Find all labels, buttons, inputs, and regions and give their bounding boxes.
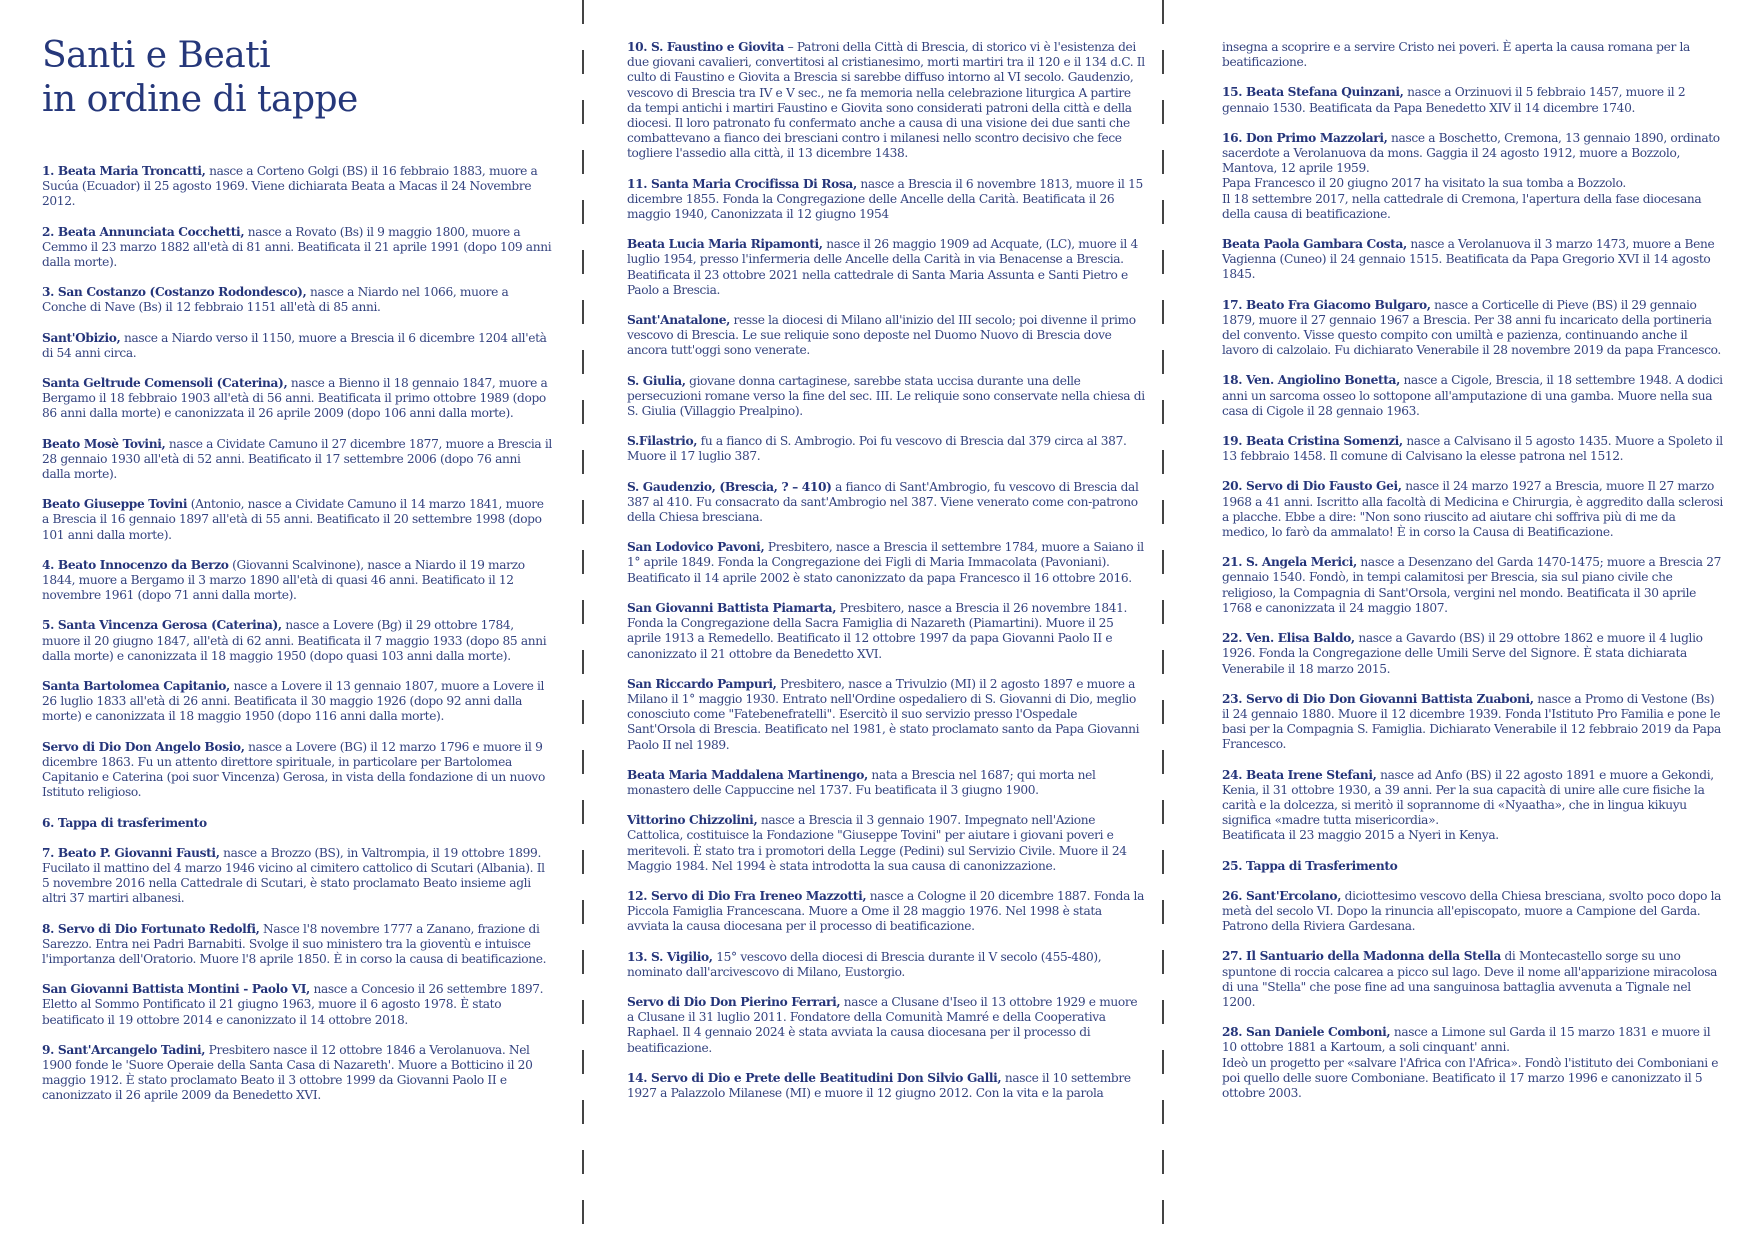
fold-dash xyxy=(1162,400,1164,424)
fold-dash xyxy=(582,200,584,224)
title-line-2: in ordine di tappe xyxy=(42,79,358,120)
fold-dash xyxy=(582,750,584,774)
entry-name: 21. S. Angela Merici, xyxy=(1222,555,1357,570)
entry-name: 5. Santa Vincenza Gerosa (Caterina), xyxy=(42,618,282,633)
entry-name: Sant'Obizio, xyxy=(42,330,121,345)
entry xyxy=(42,816,552,831)
entry-text: nasce a Niardo nel 1066, muore a Conche di Nave (Bs) il 12 febbraio 1151 all'età di 85 anni. xyxy=(42,285,509,315)
entry-name: 26. Sant'Ercolano, xyxy=(1222,888,1342,903)
entry xyxy=(627,177,1147,223)
fold-dash xyxy=(582,1150,584,1174)
entry-text: 15° vescovo della diocesi di Brescia durante il V secolo (455-480), nominato dall'arcivescovo di Milano, Eustorgio. xyxy=(627,949,1102,979)
entry-name: Vittorino Chizzolini, xyxy=(627,813,758,828)
fold-dash xyxy=(582,400,584,424)
entry xyxy=(627,950,1147,980)
entry-name: San Lodovico Pavoni, xyxy=(627,540,765,555)
fold-dash xyxy=(582,350,584,374)
fold-dash xyxy=(1162,50,1164,74)
fold-dash xyxy=(1162,900,1164,924)
entry xyxy=(1222,768,1724,844)
entry-text: nasce a Lovere (Bg) il 29 ottobre 1784, muore il 20 giugno 1847, all'età di 62 anni. Beatificata il 7 maggio 1933 (dopo 85 anni dalla morte) e canonizzata il 18 maggio 1950 (dopo quasi 103 anni dalla morte). xyxy=(42,618,547,663)
fold-dash xyxy=(1162,800,1164,824)
entry-text: nasce a Promo di Vestone (Bs) il 24 gennaio 1880. Muore il 12 dicembre 1939. Fonda l'Istituto Pro Familia e pone le basi per la Compagnia S. Famiglia. Dichiarato Venerabile il 12 febbraio 2019 da Papa Francesco. xyxy=(1222,691,1721,752)
entry xyxy=(42,922,552,968)
title-line-1: Santi e Beati xyxy=(42,35,271,76)
entry-name: Beato Mosè Tovini, xyxy=(42,436,166,451)
fold-dash xyxy=(582,650,584,674)
entry-name: S. Gaudenzio, (Brescia, ? – 410) xyxy=(627,479,832,494)
entry xyxy=(1222,298,1724,359)
entry-name: 27. Il Santuario della Madonna della Stella xyxy=(1222,949,1501,964)
entry-text: nasce a Gavardo (BS) il 29 ottobre 1862 e muore il 4 luglio 1926. Fonda la Congregazione delle Umili Serve del Signore. È stata dichiarata Venerabile il 18 marzo 2015. xyxy=(1222,631,1703,676)
fold-dash xyxy=(1162,550,1164,574)
entry-name: San Riccardo Pampuri, xyxy=(627,676,777,691)
entry-name: 3. San Costanzo (Costanzo Rodondesco), xyxy=(42,285,307,300)
entry-name: Santa Bartolomea Capitanio, xyxy=(42,679,230,694)
fold-dash xyxy=(582,850,584,874)
fold-dash xyxy=(582,500,584,524)
entry-text: nasce a Concesio il 26 settembre 1897. Eletto al Sommo Pontificato il 21 giugno 1963, muore il 6 agosto 1978. È stato beatificato il 19 ottobre 2014 e canonizzato il 14 ottobre 2018. xyxy=(42,982,544,1027)
entry-name: Beata Maria Maddalena Martinengo, xyxy=(627,767,868,782)
entry xyxy=(1222,434,1724,464)
fold-dash xyxy=(1162,1200,1164,1224)
entry-text: nasce il 24 marzo 1927 a Brescia, muore Il 27 marzo 1968 a 41 anni. Iscritto alla facoltà di Medicina e Chirurgia, è aggredito dalla sclerosi a placche. Ebbe a dire: "Non sono riuscito ad aiutare chi soffriva più di me da medico, lo farò da ammalato! È in corso la Causa di Beatificazione. xyxy=(1222,479,1723,540)
fold-dash xyxy=(582,50,584,74)
entry-name: 11. Santa Maria Crocifissa Di Rosa, xyxy=(627,176,857,191)
fold-dash xyxy=(582,1100,584,1124)
fold-dash xyxy=(1162,300,1164,324)
entry-text: resse la diocesi di Milano all'inizio del III secolo; poi divenne il primo vescovo di Brescia. Le sue reliquie sono deposte nel Duomo Nuovo di Brescia dove ancora tutt'oggi sono venerate. xyxy=(627,313,1136,358)
entry-list-1 xyxy=(42,164,552,1104)
entry-extra-line: Papa Francesco il 20 giugno 2017 ha visitato la sua tomba a Bozzolo. xyxy=(1222,176,1626,191)
entry-text: nasce a Lovere (BG) il 12 marzo 1796 e muore il 9 dicembre 1863. Fu un attento direttore spirituale, in particolare per Bartolomea Capitanio e Caterina (poi suor Vincenza) Gerosa, in vista della fondazione di un nuovo Istituto religioso. xyxy=(42,739,545,800)
entry xyxy=(42,285,552,315)
entry-name: 24. Beata Irene Stefani, xyxy=(1222,767,1377,782)
entry-text: nasce a Niardo verso il 1150, muore a Brescia il 6 dicembre 1204 all'età di 54 anni circa. xyxy=(42,330,547,360)
fold-dash xyxy=(1162,500,1164,524)
entry xyxy=(42,558,552,604)
entry xyxy=(1222,555,1724,616)
entry xyxy=(1222,889,1724,935)
entry-text: nasce il 10 settembre 1927 a Palazzolo Milanese (MI) e muore il 12 giugno 2012. Con la vita e la parola xyxy=(627,1070,1131,1100)
entry-name: 18. Ven. Angiolino Bonetta, xyxy=(1222,373,1400,388)
entry xyxy=(627,677,1147,753)
entry-text: nasce a Brozzo (BS), in Valtrompia, il 19 ottobre 1899. Fucilato il mattino del 4 marzo 1946 vicino al cimitero cattolico di Scutari (Albania). Il 5 novembre 2016 nella Cattedrale di Scutari, è stato proclamato Beato insieme agli altri 37 martiri albanesi. xyxy=(42,845,545,906)
entry-name: 14. Servo di Dio e Prete delle Beatitudini Don Silvio Galli, xyxy=(627,1070,1002,1085)
fold-dash xyxy=(1162,350,1164,374)
entry-name: Beato Giuseppe Tovini xyxy=(42,497,188,512)
entry-text: nasce a Brescia il 6 novembre 1813, muore il 15 dicembre 1855. Fonda la Congregazione delle Ancelle della Carità. Beatificata il 26 maggio 1940, Canonizzata il 12 giugno 1954 xyxy=(627,176,1143,222)
entry xyxy=(1222,85,1724,115)
entry xyxy=(1222,631,1724,677)
fold-dash xyxy=(582,800,584,824)
entry-name: Santa Geltrude Comensoli (Caterina), xyxy=(42,376,288,391)
entry-text: nasce a Lovere il 13 gennaio 1807, muore a Lovere il 26 luglio 1833 all'età di 26 anni. Beatificata il 30 maggio 1926 (dopo 92 anni dalla morte) e canonizzata il 18 maggio 1950 (dopo 116 anni dalla morte). xyxy=(42,679,545,724)
entry-name: S.Filastrio, xyxy=(627,434,698,449)
entry-text: nasce a Boschetto, Cremona, 13 gennaio 1890, ordinato sacerdote a Verolanuova da mons. Gaggia il 24 agosto 1912, muore a Bozzolo, Mantova, 12 aprile 1959. xyxy=(1222,130,1720,176)
entry-name: Sant'Anatalone, xyxy=(627,313,731,328)
entry-text: (Giovanni Scalvinone), nasce a Niardo il 19 marzo 1844, muore a Bergamo il 3 marzo 1890 all'età di quasi 46 anni. Beatificato il 12 novembre 1961 (dopo 71 anni dalla morte). xyxy=(42,557,525,603)
fold-dash xyxy=(1162,1000,1164,1024)
entry-text: nasce a Desenzano del Garda 1470-1475; muore a Brescia 27 gennaio 1540. Fondò, in tempi calamitosi per Brescia, sia sul piano civile che religioso, la Compagnia di Sant'Orsola, vergini nel mondo. Beatificata il 30 aprile 1768 e canonizzata il 24 maggio 1807. xyxy=(1222,555,1722,615)
entry-text: nasce a Cigole, Brescia, il 18 settembre 1948. A dodici anni un sarcoma osseo lo sottopone all'amputazione di una gamba. Muore nella sua casa di Cigole il 28 gennaio 1963. xyxy=(1222,373,1723,418)
entry-name: 28. San Daniele Comboni, xyxy=(1222,1025,1391,1040)
entry-text: insegna a scoprire e a servire Cristo nei poveri. È aperta la causa romana per la beatificazione. xyxy=(1222,40,1690,70)
fold-dash xyxy=(582,100,584,124)
entry-text: nata a Brescia nel 1687; qui morta nel monastero delle Cappuccine nel 1737. Fu beatificata il 3 giugno 1900. xyxy=(627,767,1096,797)
fold-dash xyxy=(1162,600,1164,624)
entry-text: nasce ad Anfo (BS) il 22 agosto 1891 e muore a Gekondi, Kenia, il 31 ottobre 1930, a 39 anni. Per la sua capacità di unire alle cure fisiche la carità e la dolcezza, si meritò il soprannome di «Nyaatha», che in lingua kikuyu significa «madre tutta misericordia». xyxy=(1222,767,1714,828)
entry-text: nasce a Cologne il 20 dicembre 1887. Fonda la Piccola Famiglia Francescana. Muore a Ome il 28 maggio 1976. Nel 1998 è stata avviata la causa diocesana per il processo di beatificazione. xyxy=(627,888,1144,934)
entry-name: 20. Servo di Dio Fausto Gei, xyxy=(1222,479,1402,494)
entry xyxy=(42,331,552,361)
entry-text: Presbitero nasce il 12 ottobre 1846 a Verolanuova. Nel 1900 fonde le 'Suore Operaie della Santa Casa di Nazareth'. Muore a Botticino il 20 maggio 1912. È stato proclamato Beato il 3 ottobre 1999 da Giovanni Paolo II e canonizzato il 26 aprile 2009 da Benedetto XVI. xyxy=(42,1042,533,1103)
entry xyxy=(42,376,552,422)
fold-dash xyxy=(582,1000,584,1024)
fold-dash xyxy=(1162,450,1164,474)
entry-name: 19. Beata Cristina Somenzi, xyxy=(1222,434,1403,449)
entry-text: nasce a Corteno Golgi (BS) il 16 febbraio 1883, muore a Sucúa (Ecuador) il 25 agosto 1969. Viene dichiarata Beata a Macas il 24 Novembre 2012. xyxy=(42,164,538,209)
fold-dash xyxy=(1162,700,1164,724)
entry-text: nasce a Cividate Camuno il 27 dicembre 1877, muore a Brescia il 28 gennaio 1930 all'età di 52 anni. Beatificato il 17 settembre 2006 (dopo 76 anni dalla morte). xyxy=(42,436,552,482)
entry xyxy=(42,1043,552,1104)
entry xyxy=(42,164,552,210)
entry-name: 6. Tappa di trasferimento xyxy=(42,815,207,830)
fold-dash xyxy=(582,250,584,274)
column-1 xyxy=(42,0,552,1119)
fold-dash xyxy=(582,950,584,974)
entry-text: fu a fianco di S. Ambrogio. Poi fu vescovo di Brescia dal 379 circa al 387. Muore il 17 luglio 387. xyxy=(627,434,1127,464)
fold-dash xyxy=(582,550,584,574)
column-3 xyxy=(1222,40,1724,1116)
entry-name: Beata Paola Gambara Costa, xyxy=(1222,237,1407,252)
fold-dash xyxy=(582,300,584,324)
entry-name: 9. Sant'Arcangelo Tadini, xyxy=(42,1042,206,1057)
fold-line-1 xyxy=(582,0,584,1240)
fold-dash xyxy=(582,600,584,624)
entry xyxy=(627,40,1147,162)
entry-text: Presbitero, nasce a Trivulzio (MI) il 2 agosto 1897 e muore a Milano il 1° maggio 1930. Entrato nell'Ordine ospedaliero di S. Giovanni di Dio, meglio conosciuto come "Fatebenefratelli". Esercitò il suo servizio presso l'Ospedale Sant'Orsola di Brescia. Beatificato nel 1981, è stato proclamato santo da Papa Giovanni Paolo II nel 1989. xyxy=(627,676,1140,752)
entry-list-3 xyxy=(1222,40,1724,1101)
entry-text: di Montecastello sorge su uno spuntone di roccia calcarea a picco sul lago. Deve il nome all'apparizione miracolosa di una "Stella" che pose fine ad una sanguinosa battaglia avvenuta a Tignale nel 1200. xyxy=(1222,949,1718,1009)
fold-dash xyxy=(1162,1150,1164,1174)
entry-name: S. Giulia, xyxy=(627,373,686,388)
entry-text: Nasce l'8 novembre 1777 a Zanano, frazione di Sarezzo. Entra nei Padri Barnabiti. Svolge il suo ministero tra la gioventù e intuisce l'importanza dell'Oratorio. Muore l'8 aprile 1850. È in corso la causa di beatificazione. xyxy=(42,921,547,966)
entry-extra-line: Il 18 settembre 2017, nella cattedrale di Cremona, l'apertura della fase diocesana della causa di beatificazione. xyxy=(1222,191,1702,221)
entry-text: nasce a Calvisano il 5 agosto 1435. Muore a Spoleto il 13 febbraio 1458. Il comune di Calvisano la elesse patrona nel 1512. xyxy=(1222,434,1723,464)
entry xyxy=(42,497,552,543)
entry-name: 25. Tappa di Trasferimento xyxy=(1222,858,1398,873)
entry-name: Servo di Dio Don Pierino Ferrari, xyxy=(627,994,841,1009)
fold-line-2 xyxy=(1162,0,1164,1240)
entry-name: 16. Don Primo Mazzolari, xyxy=(1222,130,1388,145)
entry-name: 12. Servo di Dio Fra Ireneo Mazzotti, xyxy=(627,888,867,903)
fold-dash xyxy=(1162,850,1164,874)
entry xyxy=(627,768,1147,798)
fold-dash xyxy=(582,450,584,474)
entry xyxy=(627,601,1147,662)
entry-text: nasce a Verolanuova il 3 marzo 1473, muore a Bene Vagienna (Cuneo) il 24 gennaio 1515. Beatificata da Papa Gregorio XVI il 14 agosto 1845. xyxy=(1222,237,1715,282)
entry-name: 22. Ven. Elisa Baldo, xyxy=(1222,631,1355,646)
entry xyxy=(1222,237,1724,283)
fold-dash xyxy=(1162,150,1164,174)
entry-text: nasce a Limone sul Garda il 15 marzo 1831 e muore il 10 ottobre 1881 a Kartoum, a soli cinquant' anni. xyxy=(1222,1025,1711,1055)
entry-text: nasce a Orzinuovi il 5 febbraio 1457, muore il 2 gennaio 1530. Beatificata da Papa Benedetto XIV il 14 dicembre 1740. xyxy=(1222,85,1686,115)
entry xyxy=(1222,692,1724,753)
fold-dash xyxy=(1162,250,1164,274)
page-title xyxy=(42,34,552,122)
entry xyxy=(42,225,552,271)
entry-name: 15. Beata Stefana Quinzani, xyxy=(1222,85,1404,100)
entry xyxy=(627,480,1147,526)
entry-extra-line: Beatificata il 23 maggio 2015 a Nyeri in Kenya. xyxy=(1222,828,1499,843)
fold-dash xyxy=(582,1200,584,1224)
fold-dash xyxy=(582,1050,584,1074)
entry xyxy=(627,434,1147,464)
fold-dash xyxy=(582,0,584,24)
entry xyxy=(627,313,1147,359)
fold-dash xyxy=(1162,1100,1164,1124)
entry xyxy=(627,374,1147,420)
entry xyxy=(1222,373,1724,419)
entry xyxy=(1222,859,1724,874)
fold-dash xyxy=(1162,100,1164,124)
entry-name: 2. Beata Annunciata Cocchetti, xyxy=(42,224,245,239)
column-2 xyxy=(627,40,1147,1116)
entry-name: 10. S. Faustino e Giovita xyxy=(627,40,785,54)
fold-dash xyxy=(1162,650,1164,674)
entry xyxy=(1222,40,1724,70)
entry-text: Presbitero, nasce a Brescia il 26 novembre 1841. Fonda la Congregazione della Sacra Famiglia di Nazareth (Piamartini). Muore il 25 aprile 1913 a Remedello. Beatificato il 12 ottobre 1997 da papa Giovanni Paolo II e canonizzato il 21 ottobre da Benedetto XVI. xyxy=(627,600,1128,661)
entry-text: nasce a Clusane d'Iseo il 13 ottobre 1929 e muore a Clusane il 31 luglio 2011. Fondatore della Comunità Mamré e della Cooperativa Raphael. Il 4 gennaio 2024 è stata avviata la causa diocesana per il processo di beatificazione. xyxy=(627,994,1138,1055)
entry-text: nasce a Corticelle di Pieve (BS) il 29 gennaio 1879, muore il 27 gennaio 1967 a Brescia. Per 38 anni fu incaricato della portineria del convento. Visse questo compito con umiltà e pazienza, continuando anche il lavoro di calzolaio. Fu dichiarato Venerabile il 28 novembre 2019 da papa Francesco. xyxy=(1222,297,1721,358)
entry xyxy=(627,995,1147,1056)
entry xyxy=(1222,479,1724,540)
fold-dash xyxy=(1162,0,1164,24)
entry-list-2 xyxy=(627,40,1147,1101)
entry-name: San Giovanni Battista Montini - Paolo VI, xyxy=(42,982,310,997)
entry-name: 17. Beato Fra Giacomo Bulgaro, xyxy=(1222,297,1431,312)
entry-name: 13. S. Vigilio, xyxy=(627,949,713,964)
entry-text: (Antonio, nasce a Cividate Camuno il 14 marzo 1841, muore a Brescia il 16 gennaio 1897 all'età di 55 anni. Beatificato il 20 settembre 1998 (dopo 101 anni dalla morte). xyxy=(42,497,544,542)
entry-text: nasce a Brescia il 3 gennaio 1907. Impegnato nell'Azione Cattolica, costituisce la Fondazione "Giuseppe Tovini" per aiutare i giovani poveri e meritevoli. È stato tra i promotori della Legge (Pedini) sul Servizio Civile. Muore il 24 Maggio 1984. Nel 1994 è stata introdotta la sua causa di canonizzazione. xyxy=(627,813,1127,873)
entry-text: Presbitero, nasce a Brescia il settembre 1784, muore a Saiano il 1° aprile 1849. Fonda la Congregazione dei Figli di Maria Immacolata (Pavoniani). Beatificato il 14 aprile 2002 è stato canonizzato da papa Francesco il 16 ottobre 2016. xyxy=(627,540,1144,585)
entry-text: a fianco di Sant'Ambrogio, fu vescovo di Brescia dal 387 al 410. Fu consacrato da sant'Ambrogio nel 387. Viene venerato come con-patrono della Chiesa bresciana. xyxy=(627,479,1139,525)
entry-text: giovane donna cartaginese, sarebbe stata uccisa durante una delle persecuzioni romane verso la fine del sec. III. Le reliquie sono conservate nella chiesa di S. Giulia (Villaggio Prealpino). xyxy=(627,373,1145,419)
entry xyxy=(627,1071,1147,1101)
entry xyxy=(627,540,1147,586)
entry-name: 23. Servo di Dio Don Giovanni Battista Zuaboni, xyxy=(1222,691,1534,706)
entry-name: 1. Beata Maria Troncatti, xyxy=(42,164,206,178)
entry-name: San Giovanni Battista Piamarta, xyxy=(627,600,837,615)
fold-dash xyxy=(1162,950,1164,974)
entry xyxy=(42,618,552,664)
entry-name: 4. Beato Innocenzo da Berzo xyxy=(42,557,229,572)
entry xyxy=(1222,1025,1724,1101)
entry xyxy=(42,982,552,1028)
entry-name: 8. Servo di Dio Fortunato Redolfi, xyxy=(42,921,260,936)
entry-extra-line: Ideò un progetto per «salvare l'Africa con l'Africa». Fondò l'istituto dei Comboniani e poi quello delle suore Comboniane. Beatificato il 17 marzo 1996 e canonizzato il 5 ottobre 2003. xyxy=(1222,1055,1719,1100)
entry xyxy=(42,679,552,725)
entry xyxy=(627,813,1147,874)
entry xyxy=(627,237,1147,298)
fold-dash xyxy=(1162,750,1164,774)
entry-text: diciottesimo vescovo della Chiesa bresciana, svolto poco dopo la metà del secolo VI. Dopo la rinuncia all'episcopato, muore a Campione del Garda. Patrono della Riviera Gardesana. xyxy=(1222,888,1722,934)
entry-name: Servo di Dio Don Angelo Bosio, xyxy=(42,739,245,754)
entry-text: – Patroni della Città di Brescia, di storico vi è l'esistenza dei due giovani cavalieri, convertitosi al cristianesimo, morti martiri tra il 120 e il 134 d.C. Il culto di Faustino e Giovita a Brescia si sarebbe diffuso intorno al VI secolo. Gaudenzio, vescovo di Brescia tra IV e V sec., ne fa memoria nella celebrazione liturgica A partire da tempi antichi i martiri Faustino e Giovita sono considerati patroni della città e della diocesi. Il loro patronato fu confermato anche a causa di una visione dei due santi che combattevano a fianco dei bresciani contro i milanesi nello scontro decisivo che fece togliere l'assedio alla città, il 13 dicembre 1438. xyxy=(627,40,1145,161)
fold-dash xyxy=(1162,200,1164,224)
entry xyxy=(627,889,1147,935)
entry xyxy=(42,740,552,801)
fold-dash xyxy=(582,150,584,174)
entry-text: nasce a Bienno il 18 gennaio 1847, muore a Bergamo il 18 febbraio 1903 all'età di 56 anni. Beatificata il primo ottobre 1989 (dopo 86 anni dalla morte) e canonizzata il 26 aprile 2009 (dopo 106 anni dalla morte). xyxy=(42,376,548,421)
entry-name: 7. Beato P. Giovanni Fausti, xyxy=(42,845,220,860)
fold-dash xyxy=(1162,1050,1164,1074)
entry-name: Beata Lucia Maria Ripamonti, xyxy=(627,237,823,252)
entry xyxy=(1222,949,1724,1010)
entry-text: nasce a Rovato (Bs) il 9 maggio 1800, muore a Cemmo il 23 marzo 1882 all'età di 81 anni. Beatificata il 21 aprile 1991 (dopo 109 anni dalla morte). xyxy=(42,224,552,270)
fold-dash xyxy=(582,900,584,924)
entry-text: nasce il 26 maggio 1909 ad Acquate, (LC), muore il 4 luglio 1954, presso l'infermeria delle Ancelle della Carità in via Benacense a Brescia. Beatificata il 23 ottobre 2021 nella cattedrale di Santa Maria Assunta e Santi Pietro e Paolo a Brescia. xyxy=(627,237,1138,297)
entry xyxy=(42,846,552,907)
entry xyxy=(42,437,552,483)
entry xyxy=(1222,131,1724,222)
fold-dash xyxy=(582,700,584,724)
